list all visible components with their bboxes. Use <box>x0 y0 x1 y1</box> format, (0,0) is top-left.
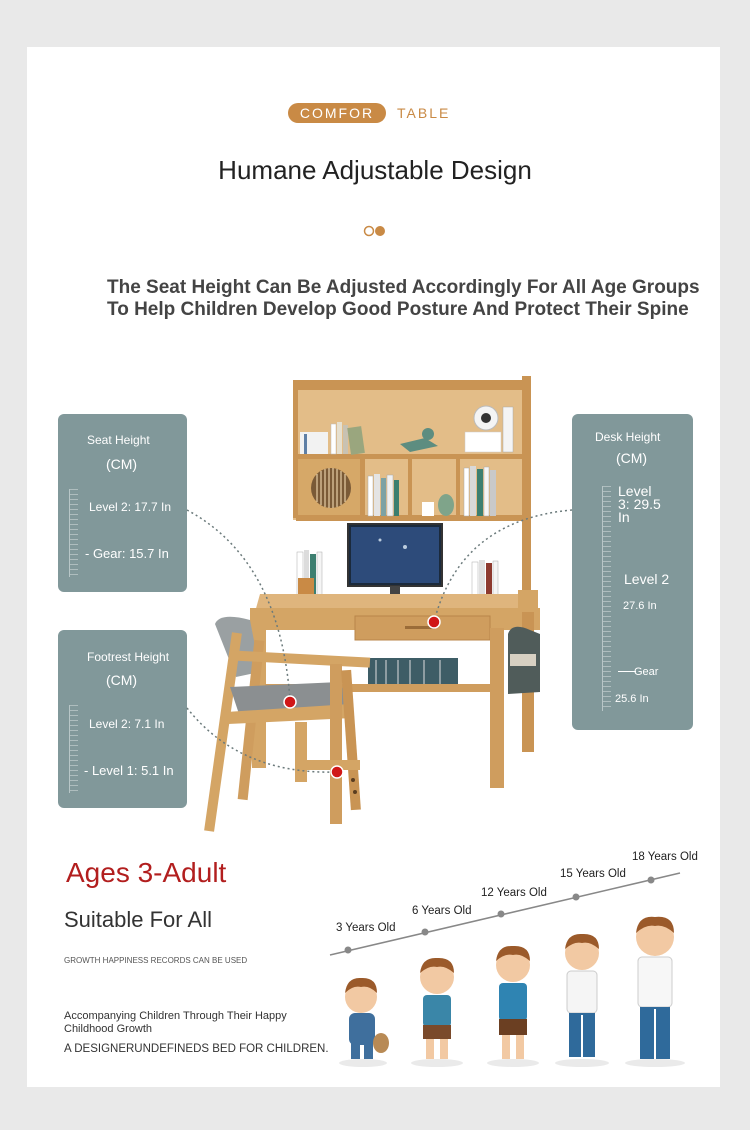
comfort-pill-badge: COMFOR <box>288 103 386 123</box>
seat-height-unit: (CM) <box>106 456 138 472</box>
desk-level2-value: 27.6 In <box>623 600 657 612</box>
page-title: Humane Adjustable Design <box>218 155 532 185</box>
desk-level2-label: Level 2 <box>624 571 670 587</box>
comfort-pill-suffix: TABLE <box>397 105 451 121</box>
desk-height-unit: (CM) <box>616 450 648 466</box>
accompany-text: Accompanying Children Through Their Happy Childhood Growth <box>64 1010 287 1035</box>
seat-gear-label: - Gear: 15.7 In <box>85 546 169 561</box>
subtitle-line-2: To Help Children Develop Good Posture And Protect Their Spine <box>107 299 689 320</box>
age-label-15: 15 Years Old <box>560 868 626 880</box>
kid-6-years <box>420 958 454 1059</box>
seat-height-title: Seat Height <box>87 433 150 447</box>
kid-3-years <box>345 978 389 1059</box>
desk-height-title: Desk Height <box>595 430 661 444</box>
footrest-height-title: Footrest Height <box>87 650 170 664</box>
age-label-6: 6 Years Old <box>412 905 472 917</box>
growing-kids-illustration <box>325 915 705 1075</box>
ages-heading: Ages 3-Adult <box>66 857 227 888</box>
designer-text: A DESIGNERUNDEFINEDS BED FOR CHILDREN. <box>64 1043 329 1055</box>
desk-gear-value: 25.6 In <box>615 693 649 705</box>
growth-caption: GROWTH HAPPINESS RECORDS CAN BE USED <box>64 956 248 965</box>
suitable-heading: Suitable For All <box>64 907 212 932</box>
desk-gear-label: Gear <box>634 666 659 678</box>
kid-12-years <box>496 946 530 1059</box>
age-label-12: 12 Years Old <box>481 887 547 899</box>
age-label-18: 18 Years Old <box>632 851 698 863</box>
footrest-level1-label: - Level 1: 5.1 In <box>84 763 174 778</box>
subtitle-line-1: The Seat Height Can Be Adjusted Accordingly For All Age Groups <box>107 277 700 298</box>
footrest-height-unit: (CM) <box>106 672 138 688</box>
age-label-3: 3 Years Old <box>336 922 396 934</box>
kid-18-years <box>636 917 674 1059</box>
footrest-level2-label: Level 2: 7.1 In <box>89 717 165 731</box>
kid-15-years <box>565 934 599 1057</box>
desk-level3-label: Level 3: 29.5 In <box>618 483 661 525</box>
seat-level2-label: Level 2: 17.7 In <box>89 500 172 514</box>
